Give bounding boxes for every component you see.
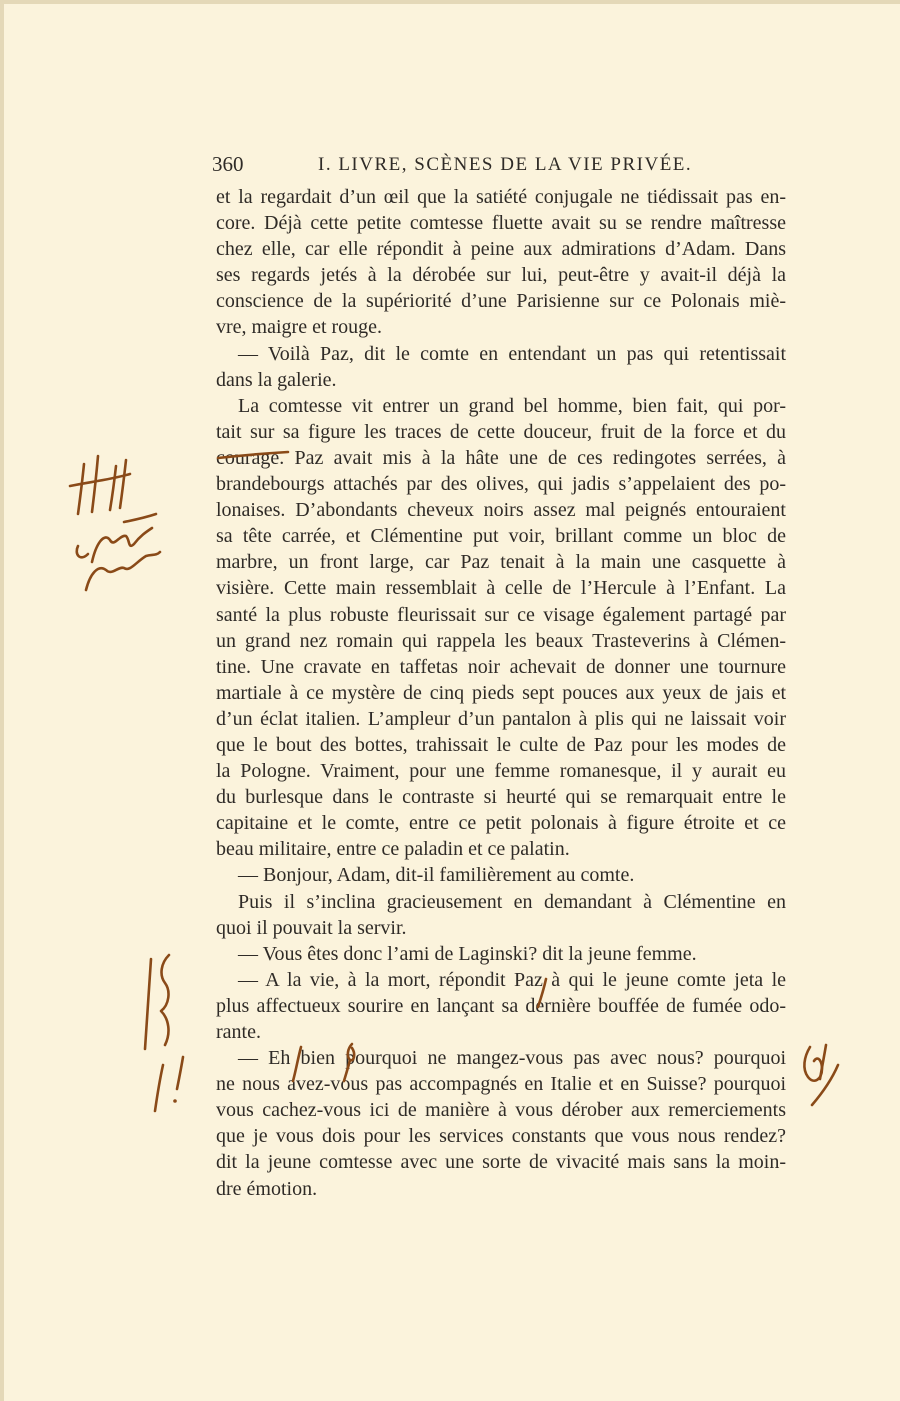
- text-line: rante.: [216, 1021, 261, 1043]
- running-head-title: I. LIVRE, SCÈNES DE LA VIE PRIVÉE.: [318, 154, 693, 175]
- text-line: la Pologne. Vraiment, pour une femme romanesque, il y aurait eu: [216, 760, 786, 783]
- margin-annotation-left-top: [64, 444, 174, 594]
- text-line: tait sur sa figure les traces de cette douceur, fruit de la force et du: [216, 420, 786, 443]
- text-line: — Voilà Paz, dit le comte en entendant un pas qui retentissait: [238, 342, 786, 365]
- text-line: — Vous êtes donc l’ami de Laginski? dit la jeune femme.: [238, 942, 697, 965]
- text-line: martiale à ce mystère de cinq pieds sept pouces aux yeux de jais et: [216, 681, 786, 704]
- text-line: vous cachez-vous ici de manière à vous dérober aux remerciements: [216, 1099, 786, 1122]
- text-line: un grand nez romain qui rappela les beaux Trasteverins à Clémen-: [216, 629, 786, 652]
- text-line: conscience de la supériorité d’une Parisienne sur ce Polonais miè-: [216, 290, 786, 313]
- text-line: que je vous dois pour les services constants que vous nous rendez?: [216, 1125, 786, 1148]
- text-line: d’un éclat italien. L’ampleur d’un pantalon à plis qui ne laissait voir: [216, 707, 786, 730]
- text-line: que le bout des bottes, trahissait le culte de Paz pour les modes de: [216, 733, 786, 756]
- text-line: tine. Une cravate en taffetas noir achevait de donner une tournure: [216, 655, 786, 678]
- text-line: ne nous avez-vous pas accompagnés en Italie et en Suisse? pourquoi: [216, 1073, 786, 1096]
- running-head: [212, 152, 788, 176]
- text-line: quoi il pouvait la servir.: [216, 916, 407, 939]
- text-line: — Eh bien pourquoi ne mangez-vous pas avec nous? pourquoi: [238, 1047, 786, 1070]
- text-line: sa tête carrée, et Clémentine put voir, brillant comme un bloc de: [216, 525, 786, 548]
- margin-annotation-left-bottom: [139, 949, 199, 1119]
- text-line: Puis il s’inclina gracieusement en demandant à Clémentine en: [238, 890, 786, 913]
- text-line: vre, maigre et rouge.: [216, 316, 383, 339]
- text-line: ses regards jetés à la dérobée sur lui, peut-être y avait-il déjà la: [216, 264, 786, 287]
- page-number: 360: [212, 152, 244, 176]
- margin-annotation-right: [792, 1039, 852, 1109]
- text-line: core. Déjà cette petite comtesse fluette avait su se rendre maîtresse: [216, 212, 786, 235]
- text-line: brandebourgs attachés par des olives, qui jadis s’appelaient des po-: [216, 473, 786, 496]
- text-line: marbre, un front large, car Paz tenait à la main une casquette à: [216, 551, 786, 574]
- text-line: plus affectueux sourire en lançant sa dernière bouffée de fumée odo-: [216, 994, 786, 1017]
- text-line: lonaises. D’abondants cheveux noirs assez mal peignés entouraient: [216, 499, 786, 522]
- text-line: dre émotion.: [216, 1177, 318, 1200]
- body-text: [216, 184, 786, 1202]
- text-line: — Bonjour, Adam, dit-il familièrement au comte.: [238, 864, 635, 887]
- text-line: capitaine et le comte, entre ce petit polonais à figure étroite et ce: [216, 812, 786, 835]
- text-line: et la regardait d’un œil que la satiété conjugale ne tiédissait pas en-: [216, 186, 786, 208]
- text-line: — A la vie, à la mort, répondit Paz à qui le jeune comte jeta le: [238, 968, 786, 991]
- text-line: santé la plus robuste fleurissait sur ce visage également partagé par: [216, 603, 786, 626]
- text-line: dit la jeune comtesse avec une sorte de vivacité mais sans la moin-: [216, 1151, 786, 1174]
- text-line: du burlesque dans le contraste si heurté qui se remarquait entre le: [216, 786, 786, 809]
- text-line: chez elle, car elle répondit à peine aux admirations d’Adam. Dans: [216, 238, 786, 261]
- text-line: dans la galerie.: [216, 368, 337, 391]
- text-line: visière. Cette main ressemblait à celle de l’Hercule à l’Enfant. La: [216, 577, 786, 600]
- text-line: beau militaire, entre ce paladin et ce palatin.: [216, 838, 570, 861]
- text-line: courage. Paz avait mis à la hâte une de ces redingotes serrées, à: [216, 446, 786, 469]
- text-line: La comtesse vit entrer un grand bel homme, bien fait, qui por-: [238, 394, 786, 417]
